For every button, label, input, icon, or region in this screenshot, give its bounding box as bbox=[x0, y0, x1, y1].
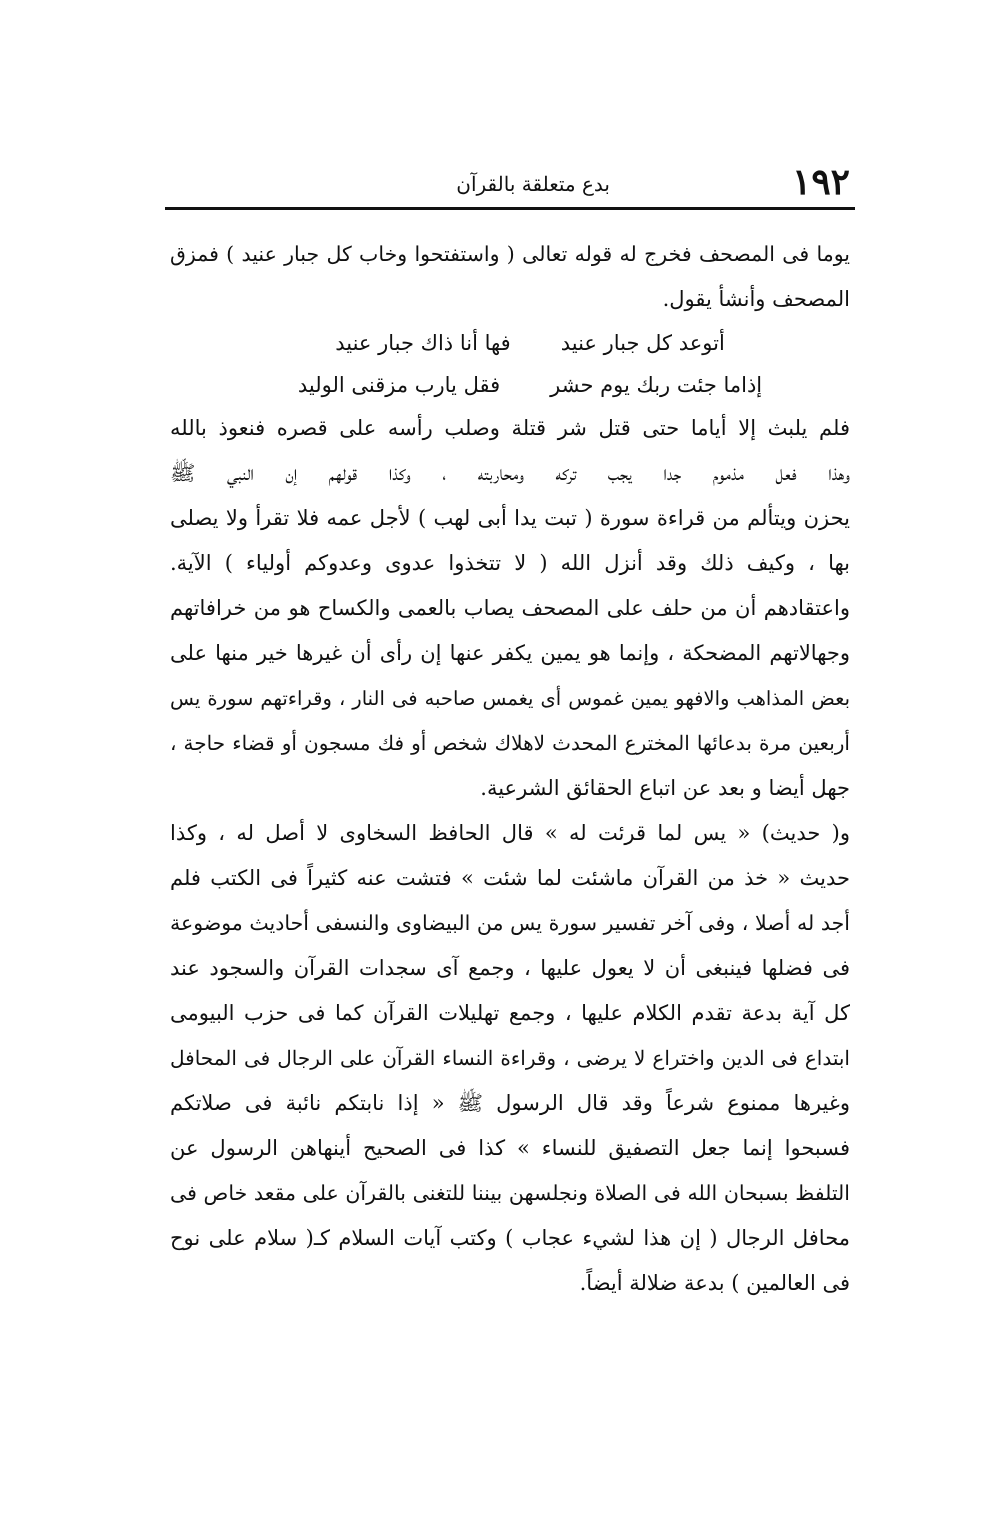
verse-first-hemistich: أتوعد كل جبار عنيد bbox=[560, 331, 725, 355]
text-line: ابتداع فى الدين واختراع لا يرضى ، وقراءة النساء القرآن على الرجال فى المحافل bbox=[170, 1046, 850, 1070]
text-line: فسبحوا إنما جعل التصفيق للنساء » كذا فى الصحيح أينهاهن الرسول عن bbox=[170, 1136, 850, 1160]
body-text bbox=[170, 232, 850, 1306]
text-line: فى العالمين ) بدعة ضلالة أيضاً. bbox=[579, 1271, 850, 1295]
text-line: يحزن ويتألم من قراءة سورة ( تبت يدا أبى لهب ) لأجل عمه فلا تقرأ ولا يصلى bbox=[170, 506, 850, 530]
text-line: بها ، وكيف ذلك وقد أنزل الله ( لا تتخذوا عدوى وعدوكم أولياء ) الآية. bbox=[170, 551, 850, 575]
text-line: وجهالاتهم المضحكة ، وإنما هو يمين يكفر عنها إن رأى أن غيرها خير منها على bbox=[170, 641, 850, 665]
text-line: واعتقادهم أن من حلف على المصحف يصاب بالعمى والكساح هو من خرافاتهم bbox=[170, 596, 850, 620]
text-line: التلفظ بسبحان الله فى الصلاة ونجلسهن بيننا للتغنى بالقرآن على مقعد خاص فى bbox=[170, 1181, 850, 1205]
text-line: بعض المذاهب والافهو يمين غموس أى يغمس صاحبه فى النار ، وقراءتهم سورة يس bbox=[170, 687, 850, 710]
running-title: بدع متعلقة بالقرآن bbox=[456, 172, 610, 196]
poem-verse bbox=[170, 322, 850, 364]
poem-verses bbox=[170, 322, 850, 406]
text-line: كل آية بدعة تقدم الكلام عليها ، وجمع تهليلات القرآن كما فى حزب البيومى bbox=[170, 1001, 850, 1025]
text-line: يوما فى المصحف فخرج له قوله تعالى ( واستفتحوا وخاب كل جبار عنيد ) فمزق bbox=[170, 242, 850, 266]
text-line: وهذا فعل مذموم جدا يجب تركه ومحاربته ، وكذا قولهم إن النبي ﷺ bbox=[170, 461, 850, 485]
verse-second-hemistich: فها أنا ذاك جبار عنيد bbox=[335, 331, 511, 355]
text-line: فلم يلبث إلا أياما حتى قتل شر قتلة وصلب رأسه على قصره فنعوذ بالله bbox=[170, 416, 850, 440]
text-line: حديث « خذ من القرآن ماشئت لما شئت » فتشت عنه كثيراً فى الكتب فلم bbox=[170, 866, 850, 890]
text-line: وغيرها ممنوع شرعاً وقد قال الرسول ﷺ « إذا نابتكم نائبة فى صلاتكم bbox=[170, 1091, 850, 1115]
verse-second-hemistich: فقل يارب مزقنى الوليد bbox=[297, 373, 501, 397]
text-line: أجد له أصلا ، وفى آخر تفسير سورة يس من البيضاوى والنسفى أحاديث موضوعة bbox=[170, 911, 850, 935]
header-rule bbox=[165, 207, 855, 210]
running-head bbox=[170, 160, 850, 204]
text-line: جهل أيضا و بعد عن اتباع الحقائق الشرعية. bbox=[480, 776, 850, 800]
text-line: فى فضلها فينبغى أن لا يعول عليها ، وجمع آى سجدات القرآن والسجود عند bbox=[170, 956, 850, 980]
text-line: المصحف وأنشأ يقول. bbox=[662, 287, 850, 311]
text-line: محافل الرجال ( إن هذا لشيء عجاب ) وكتب آيات السلام كـ( سلام على نوح bbox=[170, 1226, 850, 1250]
text-line: و( حديث) « يس لما قرئت له » قال الحافظ السخاوى لا أصل له ، وكذا bbox=[170, 821, 850, 845]
poem-verse bbox=[170, 364, 850, 406]
verse-first-hemistich: إذاما جئت ربك يوم حشر bbox=[550, 373, 763, 397]
text-line: أربعين مرة بدعائها المخترع المحدث لاهلاك شخص أو فك مسجون أو قضاء حاجة ، bbox=[170, 731, 850, 755]
page-number: ١٩٢ bbox=[791, 161, 850, 203]
